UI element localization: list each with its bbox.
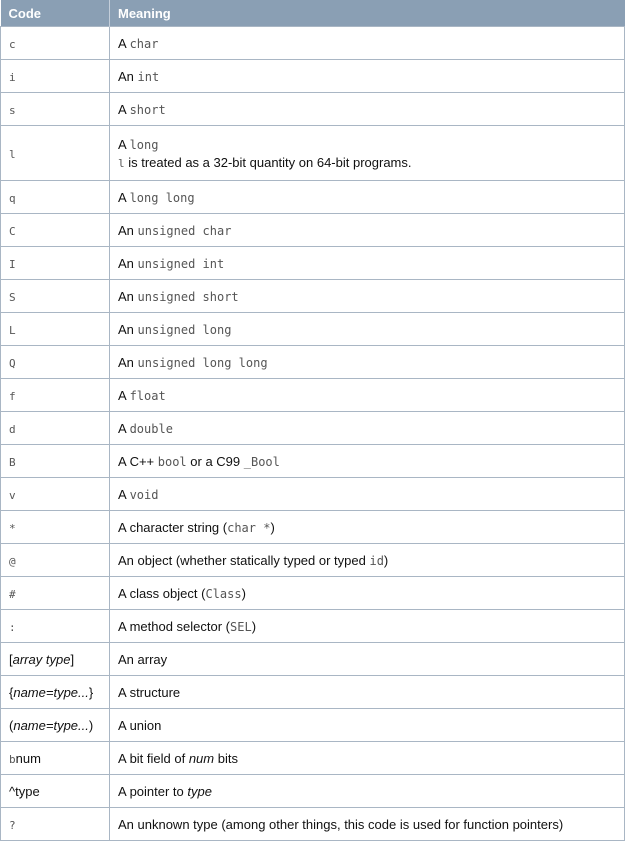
meaning-text: An (118, 321, 138, 337)
meaning-placeholder: type (187, 783, 212, 799)
meaning-text: A (118, 101, 130, 117)
meaning-cell (110, 60, 625, 93)
meaning-text: A (118, 35, 130, 51)
table-row (1, 445, 625, 478)
table-row (1, 60, 625, 93)
meaning-cell (110, 379, 625, 412)
table-row (1, 346, 625, 379)
meaning-code: void (129, 487, 159, 502)
note-code: l (118, 156, 125, 170)
code-value: : (9, 620, 16, 634)
meaning-code: float (129, 388, 166, 403)
code-value: C (9, 224, 16, 238)
code-cell (1, 676, 110, 709)
code-cell (1, 214, 110, 247)
meaning-code: char * (227, 520, 271, 535)
code-prefix: b (9, 752, 16, 766)
meaning-code: long long (129, 190, 195, 205)
meaning-text: A (118, 387, 130, 403)
meaning-code: bool (157, 454, 187, 469)
meaning-code: char (129, 36, 159, 51)
code-placeholder: num (15, 750, 41, 766)
code-value: S (9, 290, 16, 304)
code-cell (1, 181, 110, 214)
meaning-cell (110, 126, 625, 181)
meaning-text: ) (241, 585, 246, 601)
table-row (1, 181, 625, 214)
meaning-text: A structure (118, 684, 181, 700)
meaning-text: A character string ( (118, 519, 228, 535)
code-cell (1, 346, 110, 379)
code-cell (1, 808, 110, 841)
meaning-cell (110, 93, 625, 126)
meaning-cell (110, 247, 625, 280)
meaning-code: unsigned long (137, 322, 232, 337)
meaning-cell (110, 280, 625, 313)
meaning-cell (110, 511, 625, 544)
code-value: B (9, 455, 16, 469)
meaning-code: Class (205, 586, 242, 601)
table-row (1, 544, 625, 577)
table-row (1, 643, 625, 676)
meaning-cell (110, 544, 625, 577)
meaning-text: A pointer to (118, 783, 188, 799)
meaning-text: An unknown type (among other things, this code is used for function pointers) (118, 816, 564, 832)
meaning-cell (110, 610, 625, 643)
table-row (1, 610, 625, 643)
meaning-cell (110, 775, 625, 808)
code-placeholder: array type (12, 651, 71, 667)
code-cell (1, 544, 110, 577)
code-close: } (88, 684, 94, 700)
code-value: I (9, 257, 16, 271)
table-row (1, 126, 625, 181)
code-cell (1, 313, 110, 346)
meaning-code: unsigned char (137, 223, 232, 238)
code-cell (1, 412, 110, 445)
code-cell (1, 445, 110, 478)
table-row (1, 412, 625, 445)
meaning-cell (110, 676, 625, 709)
meaning-text: A method selector ( (118, 618, 230, 634)
table-row (1, 709, 625, 742)
code-value: v (9, 488, 16, 502)
meaning-text: ) (251, 618, 257, 634)
code-cell (1, 775, 110, 808)
code-value: l (9, 147, 16, 161)
meaning-text: A bit field of (118, 750, 189, 766)
meaning-text: An (118, 255, 138, 271)
header-row (1, 0, 625, 27)
code-cell (1, 742, 110, 775)
code-value: @ (9, 554, 16, 568)
meaning-text: A class object ( (118, 585, 206, 601)
meaning-cell (110, 445, 625, 478)
meaning-code: unsigned long long (137, 355, 268, 370)
table-row (1, 775, 625, 808)
meaning-text: A (118, 486, 130, 502)
table-row (1, 511, 625, 544)
meaning-cell (110, 577, 625, 610)
note-text: is treated as a 32-bit quantity on 64-bit programs. (124, 154, 412, 170)
code-value: * (9, 521, 16, 535)
meaning-cell (110, 181, 625, 214)
code-open: [ (9, 651, 13, 667)
code-value: q (9, 191, 16, 205)
table-row (1, 280, 625, 313)
code-cell (1, 577, 110, 610)
code-cell (1, 27, 110, 60)
meaning-text: An (118, 354, 138, 370)
code-value: ^type (9, 783, 40, 799)
meaning-text: or a C99 (186, 453, 244, 469)
code-cell (1, 610, 110, 643)
code-value: s (9, 103, 16, 117)
code-cell (1, 247, 110, 280)
table-row (1, 577, 625, 610)
code-value: f (9, 389, 16, 403)
table-row (1, 742, 625, 775)
table-row (1, 93, 625, 126)
meaning-text: ) (270, 519, 275, 535)
code-value: ? (9, 818, 16, 832)
meaning-text: A (118, 136, 130, 152)
meaning-code: SEL (230, 619, 252, 634)
table-row (1, 313, 625, 346)
code-value: d (9, 422, 16, 436)
meaning-cell (110, 742, 625, 775)
meaning-placeholder: num (188, 750, 215, 766)
meaning-text: A (118, 189, 130, 205)
meaning-text: A (118, 420, 130, 436)
table-row (1, 478, 625, 511)
table-row (1, 214, 625, 247)
code-value: c (9, 37, 16, 51)
table-row (1, 808, 625, 841)
meaning-text: An (118, 68, 138, 84)
meaning-cell (110, 346, 625, 379)
code-cell (1, 478, 110, 511)
code-cell (1, 93, 110, 126)
meaning-code: unsigned short (137, 289, 239, 304)
meaning-text: bits (214, 750, 238, 766)
code-cell (1, 511, 110, 544)
code-value: Q (9, 356, 16, 370)
meaning-text: An (118, 222, 138, 238)
meaning-code: double (129, 421, 173, 436)
code-value: L (9, 323, 16, 337)
table-row (1, 676, 625, 709)
meaning-cell (110, 27, 625, 60)
meaning-text: ) (383, 552, 389, 568)
code-cell (1, 126, 110, 181)
meaning-cell (110, 313, 625, 346)
meaning-cell (110, 709, 625, 742)
code-open: ( (9, 717, 14, 733)
meaning-cell (110, 214, 625, 247)
code-cell (1, 643, 110, 676)
meaning-code: unsigned int (137, 256, 225, 271)
code-value: # (9, 587, 16, 601)
meaning-code: id (369, 553, 384, 568)
meaning-cell (110, 478, 625, 511)
code-placeholder: name=type... (13, 684, 89, 700)
code-placeholder: name=type... (13, 717, 89, 733)
meaning-cell (110, 643, 625, 676)
code-cell (1, 60, 110, 93)
code-open: { (9, 684, 14, 700)
meaning-text: A C++ (118, 453, 158, 469)
meaning-code: _Bool (243, 454, 280, 469)
meaning-text: An array (118, 651, 168, 667)
meaning-code: short (129, 102, 166, 117)
code-cell (1, 709, 110, 742)
meaning-text: An object (whether statically typed or typed (118, 552, 370, 568)
meaning-code: int (137, 69, 160, 84)
code-cell (1, 280, 110, 313)
code-cell (1, 379, 110, 412)
table-row (1, 27, 625, 60)
code-close: ) (88, 717, 94, 733)
meaning-code: long (129, 137, 159, 152)
code-value: i (9, 70, 16, 84)
meaning-cell (110, 412, 625, 445)
meaning-text: A union (118, 717, 162, 733)
meaning-cell (110, 808, 625, 841)
meaning-column-header: Meaning (110, 0, 625, 27)
table-row (1, 247, 625, 280)
code-close: ] (70, 651, 75, 667)
code-column-header: Code (1, 0, 110, 27)
table-row (1, 379, 625, 412)
meaning-note (118, 155, 624, 170)
meaning-text: An (118, 288, 138, 304)
